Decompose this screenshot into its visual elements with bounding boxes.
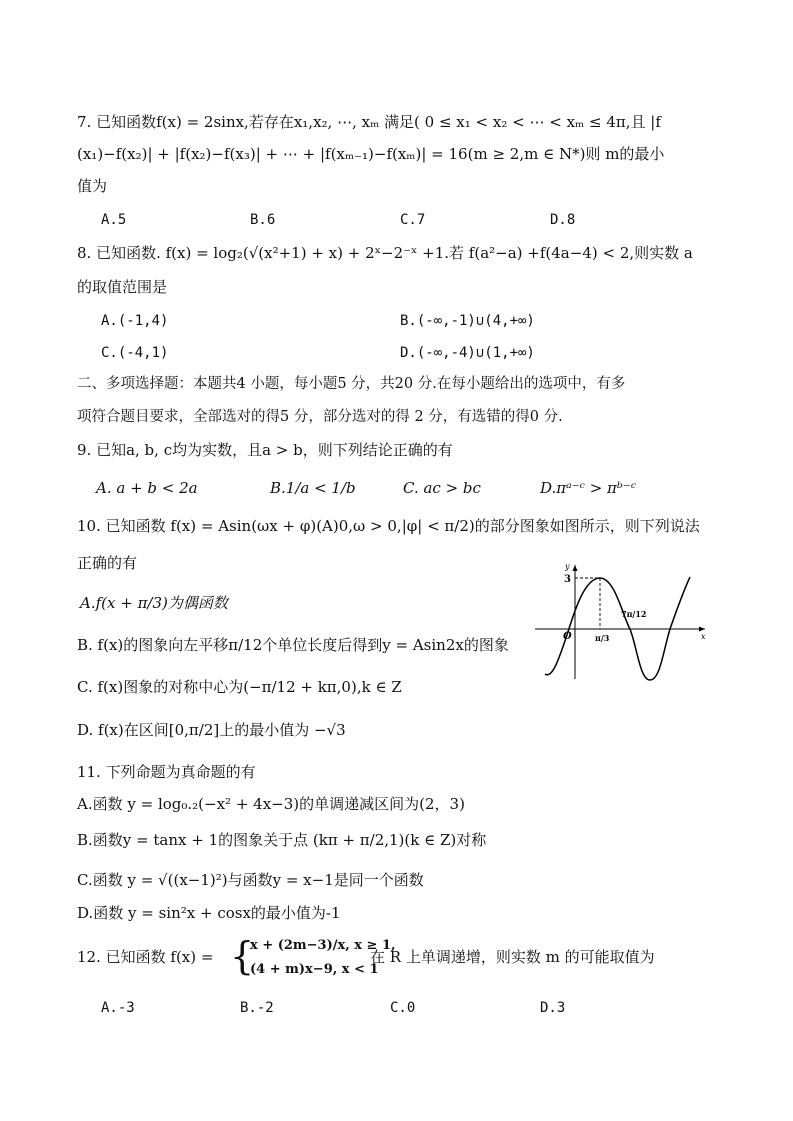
- q12-stem-post: 在 R 上单调递增，则实数 m 的可能取值为: [370, 948, 655, 966]
- section2-heading-line2: 项符合题目要求，全部选对的得5 分，部分选对的得 2 分，有选错的得0 分.: [77, 409, 563, 425]
- x-axis-arrow: [699, 627, 705, 632]
- q12-piecewise-brace: {: [230, 934, 255, 978]
- q9-option-b: B.1/a < 1/b: [270, 479, 356, 497]
- q8-option-a: A.(-1,4): [101, 313, 169, 329]
- seven-pi-over-12-label: 7π/12: [621, 609, 647, 619]
- q10-option-c: C. f(x)图象的对称中心为(−π/12 + kπ,0),k ∈ Z: [77, 678, 402, 696]
- peak-label: 3: [564, 574, 571, 585]
- q10-stem-line1: 10. 已知函数 f(x) = Asin(ωx + φ)(A)0,ω > 0,|φ| < π/2)的部分图象如图所示，则下列说法: [77, 517, 700, 535]
- q12-case-2: (4 + m)x−9, x < 1: [250, 962, 379, 977]
- pi-over-3-label: π/3: [595, 633, 610, 643]
- x-axis-label: x: [701, 632, 706, 641]
- q7-stem-line3: 值为: [77, 177, 108, 195]
- q8-option-c: C.(-4,1): [101, 345, 169, 361]
- q12-option-d: D.3: [540, 1000, 566, 1016]
- sine-graph: [535, 557, 710, 682]
- q12-case-1: x + (2m−3)/x, x ≥ 1,: [250, 938, 396, 953]
- q9-option-a: A. a + b < 2a: [96, 479, 198, 497]
- q12-option-b: B.-2: [240, 1000, 274, 1016]
- q11-option-d: D.函数 y = sin²x + cosx的最小值为-1: [77, 904, 341, 922]
- q7-option-d: D.8: [550, 212, 576, 228]
- q10-stem-line2: 正确的有: [77, 554, 138, 572]
- q9-option-d: D.πᵃ⁻ᶜ > πᵇ⁻ᶜ: [540, 479, 637, 497]
- q10-option-d: D. f(x)在区间[0,π/2]上的最小值为 −√3: [77, 721, 346, 739]
- q9-option-c: C. ac > bc: [403, 479, 481, 497]
- q7-stem-line2: (x₁)−f(x₂)| + |f(x₂)−f(x₃)| + ⋯ + |f(xₘ₋₁)−f(xₘ)| = 16(m ≥ 2,m ∈ N*)则 m的最小: [77, 145, 665, 163]
- q8-option-d: D.(-∞,-4)∪(1,+∞): [400, 345, 535, 361]
- q8-option-b: B.(-∞,-1)∪(4,+∞): [400, 313, 535, 329]
- q7-option-b: B.6: [250, 212, 276, 228]
- q7-option-a: A.5: [101, 212, 127, 228]
- q12-option-a: A.-3: [101, 1000, 135, 1016]
- q11-stem: 11. 下列命题为真命题的有: [77, 763, 256, 781]
- q7-stem-line1: 7. 已知函数f(x) = 2sinx,若存在x₁,x₂, ⋯, xₘ 满足( 0 ≤ x₁ < x₂ < ⋯ < xₘ ≤ 4π,且 |f: [77, 113, 661, 131]
- y-axis-arrow: [573, 565, 578, 571]
- q7-option-c: C.7: [400, 212, 426, 228]
- q11-option-a: A.函数 y = log₀.₂(−x² + 4x−3)的单调递减区间为(2，3): [77, 795, 465, 813]
- q10-option-b: B. f(x)的图象向左平移π/12个单位长度后得到y = Asin2x的图象: [77, 636, 509, 654]
- section2-heading-line1: 二、多项选择题：本题共4 小题，每小题5 分，共20 分.在每小题给出的选项中，有多: [77, 376, 626, 392]
- q12-stem-pre: 12. 已知函数 f(x) =: [77, 948, 214, 966]
- origin-label: O: [563, 631, 572, 642]
- q11-option-c: C.函数 y = √((x−1)²)与函数y = x−1是同一个函数: [77, 871, 424, 889]
- q9-stem: 9. 已知a, b, c均为实数，且a > b，则下列结论正确的有: [77, 441, 453, 459]
- q11-option-b: B.函数y = tanx + 1的图象关于点 (kπ + π/2,1)(k ∈ Z)对称: [77, 831, 487, 849]
- q8-stem-line2: 的取值范围是: [77, 278, 168, 296]
- q12-option-c: C.0: [390, 1000, 416, 1016]
- q10-option-a: A.f(x + π/3)为偶函数: [80, 594, 228, 612]
- q8-stem-line1: 8. 已知函数. f(x) = log₂(√(x²+1) + x) + 2ˣ−2⁻ˣ +1.若 f(a²−a) +f(4a−4) < 2,则实数 a: [77, 244, 693, 262]
- y-axis-label: y: [565, 562, 570, 571]
